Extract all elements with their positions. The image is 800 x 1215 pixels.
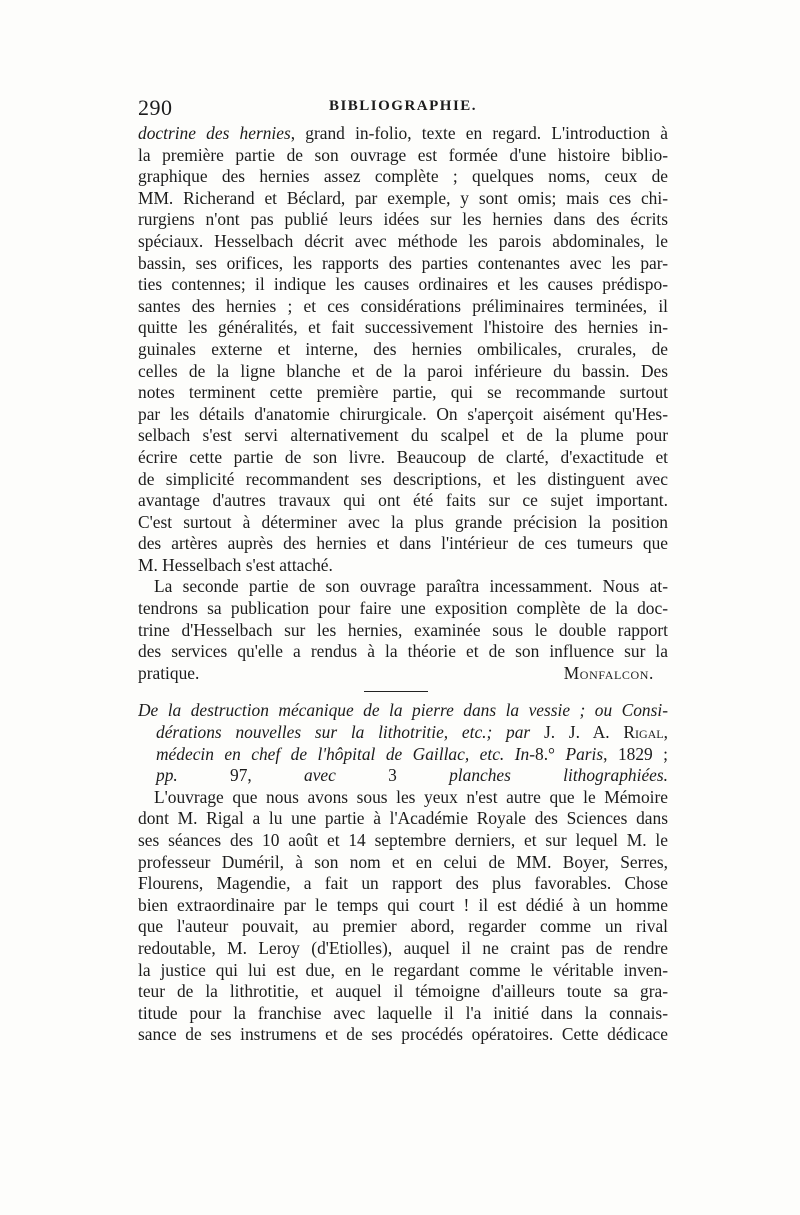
reviewer-signature: Monfalcon. — [563, 662, 654, 683]
text-run: planches lithographiées. — [449, 765, 668, 786]
text-run: teur de la lithrotitie, et auquel il témoigne d'ailleurs toute sa gra- — [138, 981, 668, 1002]
text-run: graphique des hernies assez complète ; quelques noms, ceux de — [138, 166, 668, 187]
text-run: 3 — [335, 765, 450, 786]
text-line — [138, 598, 668, 620]
text-run: De la destruction mécanique de la pierre dans la vessie ; ou Consi- — [138, 700, 668, 721]
text-run: spéciaux. Hesselbach décrit avec méthode les parois abdominales, le — [138, 230, 668, 251]
text-run: La seconde partie de son ouvrage paraîtra incessamment. Nous at- — [154, 576, 668, 597]
text-line — [138, 1024, 668, 1046]
text-run: MM. Richerand et Béclard, par exemple, y sont omis; mais ces chi- — [138, 187, 668, 208]
text-run: redoutable, M. Leroy (d'Etiolles), auquel il ne craint pas de rendre — [138, 937, 668, 958]
text-run: notes terminent cette première partie, qui se recommande surtout — [138, 382, 668, 403]
closing-text: pratique. — [138, 662, 200, 683]
text-line — [138, 533, 668, 555]
text-line — [138, 447, 668, 469]
text-line — [138, 296, 668, 318]
text-line — [138, 166, 668, 188]
text-line — [138, 361, 668, 383]
text-run: avec — [304, 765, 336, 786]
text-run: dérations nouvelles sur la lithotritie, etc.; par — [156, 722, 544, 743]
text-line — [138, 981, 668, 1003]
text-line — [138, 188, 668, 210]
text-column — [138, 95, 668, 1046]
text-run: titude pour la franchise avec laquelle il l'a initié dans la connais- — [138, 1002, 668, 1023]
text-run: la première partie de son ouvrage est formée d'une histoire biblio- — [138, 144, 668, 165]
running-head: BIBLIOGRAPHIE. — [328, 98, 478, 114]
text-line — [138, 873, 668, 895]
text-line — [138, 209, 668, 231]
page-number: 290 — [138, 95, 173, 120]
text-run: doctrine des hernies — [138, 123, 291, 143]
section-separator — [138, 684, 668, 700]
text-line — [138, 641, 668, 663]
text-line — [138, 404, 668, 426]
text-line — [138, 317, 668, 339]
text-line — [138, 620, 668, 642]
text-run: dont M. Rigal a lu une partie à l'Académie Royale des Sciences dans — [138, 808, 668, 829]
separator-rule — [364, 691, 428, 692]
text-line — [138, 145, 668, 167]
review-rigal-text — [138, 787, 668, 1046]
text-line — [138, 274, 668, 296]
text-line — [138, 576, 668, 598]
text-line — [138, 852, 668, 874]
text-run: pp. — [156, 765, 178, 786]
text-run: M. Hesselbach s'est attaché. — [138, 554, 333, 575]
review-hesselbach-text — [138, 123, 668, 576]
text-line — [138, 339, 668, 361]
text-line — [138, 916, 668, 938]
text-run: , 1829 ; — [603, 743, 668, 764]
text-run: Flourens, Magendie, a fait un rapport des plus favorables. Chose — [138, 873, 668, 894]
text-line — [138, 253, 668, 275]
text-run: la justice qui lui est due, en le regardant comme le véritable inven- — [138, 959, 668, 980]
text-run: celles de la ligne blanche et de la paroi inférieure du bassin. Des — [138, 360, 668, 381]
text-line — [138, 123, 668, 145]
text-run: ties contennes; il indique les causes ordinaires et les causes prédispo- — [138, 274, 668, 295]
text-line — [138, 960, 668, 982]
text-line — [138, 895, 668, 917]
page-header — [138, 95, 668, 123]
text-line — [138, 555, 668, 577]
text-line — [138, 830, 668, 852]
book-citation-title — [138, 700, 668, 786]
citation-line — [138, 744, 668, 766]
text-run: quitte les généralités, et fait successivement l'histoire des hernies in- — [138, 317, 668, 338]
text-run: rurgiens n'ont pas publié leurs idées sur les hernies dans des écrits — [138, 209, 668, 230]
text-line — [138, 382, 668, 404]
text-run: L'ouvrage que nous avons sous les yeux n'est autre que le Mémoire — [154, 786, 668, 807]
closing-line — [138, 663, 668, 685]
text-line — [138, 490, 668, 512]
text-run: , — [663, 722, 668, 743]
text-run: professeur Duméril, à son nom et en celui de MM. Boyer, Serres, — [138, 851, 668, 872]
text-run: écrire cette partie de son livre. Beaucoup de clarté, d'exactitude et — [138, 446, 668, 467]
text-run: selbach s'est servi alternativement du scalpel et de la plume pour — [138, 425, 668, 446]
review-hesselbach-conclusion — [138, 576, 668, 662]
text-line — [138, 808, 668, 830]
text-line — [138, 787, 668, 809]
text-run: des artères auprès des hernies et dans l'intérieur de ces tumeurs que — [138, 533, 668, 554]
text-run: -8.° — [529, 743, 566, 764]
text-run: , grand in-folio, texte en regard. L'introduction à — [290, 123, 668, 143]
text-run: que l'auteur pouvait, au premier abord, regarder comme un rival — [138, 916, 668, 937]
text-run: santes des hernies ; et ces considérations préliminaires terminées, il — [138, 295, 668, 316]
text-run: 97, — [177, 765, 305, 786]
text-run: guinales externe et interne, des hernies ombilicales, crurales, de — [138, 338, 668, 359]
text-run: J. J. A. — [543, 722, 624, 743]
text-run: Rigal — [623, 722, 664, 743]
text-line — [138, 512, 668, 534]
text-run: Paris — [565, 743, 604, 764]
text-run: de simplicité recommandent ses descriptions, et les distinguent avec — [138, 468, 668, 489]
text-run: C'est surtout à déterminer avec la plus grande précision la position — [138, 511, 668, 532]
text-run: médecin en chef de l'hôpital de Gaillac, etc. In — [156, 743, 530, 764]
text-run: bassin, ses orifices, les rapports des parties contenantes avec les par- — [138, 252, 668, 273]
text-run: avantage d'autres travaux qui ont été faits sur ce sujet important. — [138, 490, 668, 511]
text-run: trine d'Hesselbach sur les hernies, examinée sous le double rapport — [138, 619, 668, 640]
text-line — [138, 425, 668, 447]
text-line — [138, 938, 668, 960]
text-run: des services qu'elle a rendus à la théorie et de son influence sur la — [138, 641, 668, 662]
text-line — [138, 231, 668, 253]
citation-line — [138, 700, 668, 722]
text-line — [138, 1003, 668, 1025]
citation-line — [138, 765, 668, 787]
text-run: ses séances des 10 août et 14 septembre derniers, et sur lequel M. le — [138, 830, 668, 850]
text-run: par les détails d'anatomie chirurgicale. On s'aperçoit aisément qu'Hes- — [138, 403, 668, 424]
text-run: sance de ses instrumens et de ses procédés opératoires. Cette dédicace — [138, 1024, 668, 1045]
text-run: bien extraordinaire par le temps qui court ! il est dédié à un homme — [138, 894, 668, 915]
text-line — [138, 469, 668, 491]
text-run: tendrons sa publication pour faire une exposition complète de la doc- — [138, 598, 668, 619]
citation-line — [138, 722, 668, 744]
